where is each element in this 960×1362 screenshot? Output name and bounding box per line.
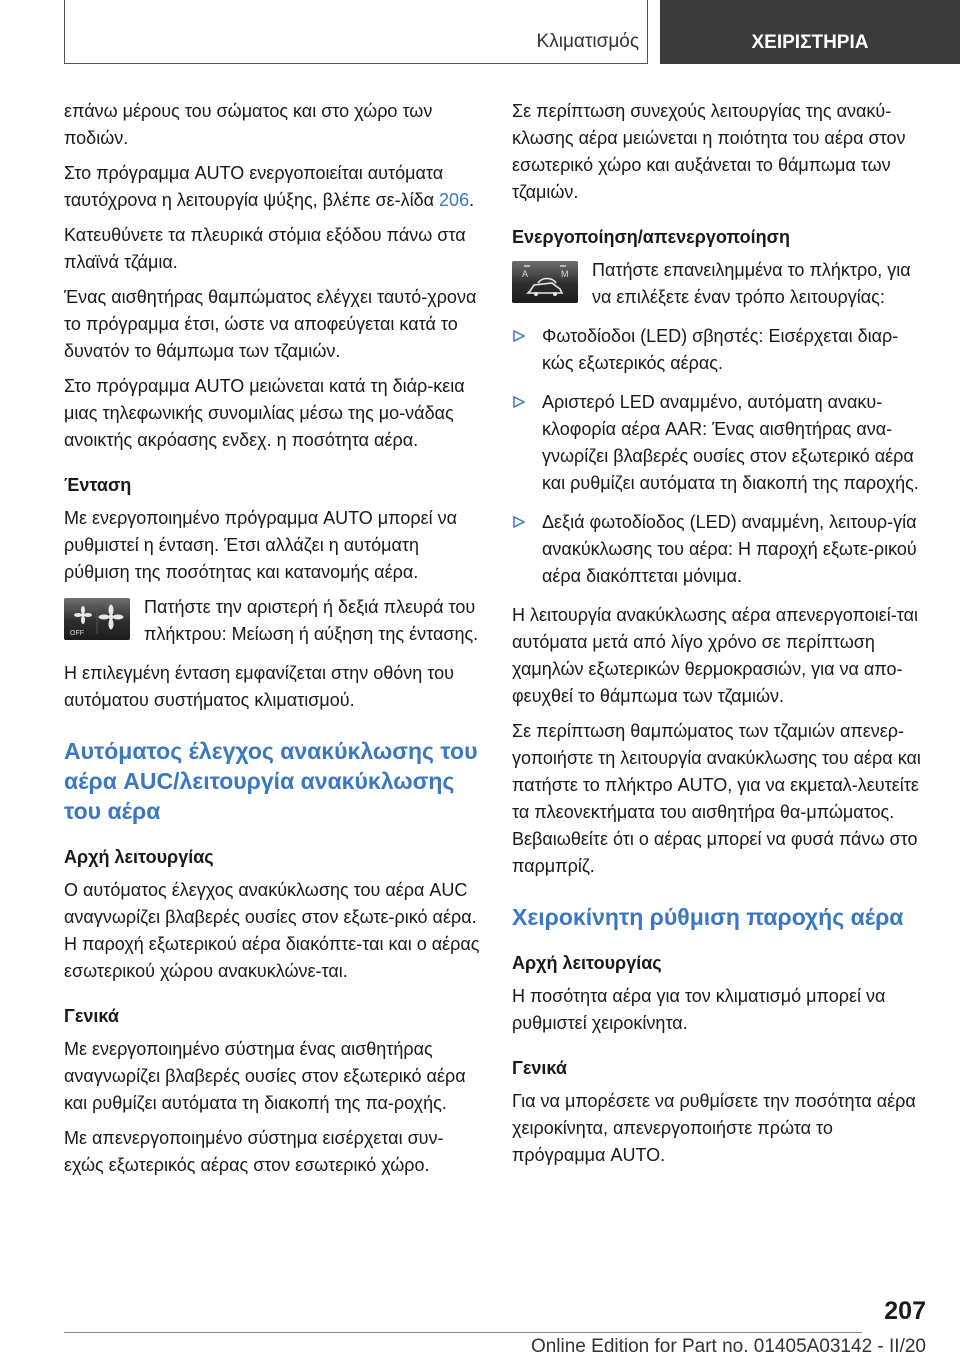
subheading-general: Γενικά bbox=[64, 1006, 119, 1026]
paragraph: Ένας αισθητήρας θαμπώματος ελέγχει ταυτό‐χρονα το πρόγραμμα έτσι, ώστε να αποφεύγεται κατά το δυνατόν το θάμπωμα των τζαμιών. bbox=[64, 287, 477, 361]
paragraph: Για να μπορέσετε να ρυθμίσετε την ποσότητα αέρα χειροκίνητα, απενεργοποιήστε πρώτα το πρόγραμμα AUTO. bbox=[512, 1091, 916, 1165]
subheading-principle: Αρχή λειτουργίας bbox=[512, 953, 662, 973]
triangle-bullet-icon bbox=[512, 515, 526, 529]
subheading-toggle: Ενεργοποίηση/απενεργοποίηση bbox=[512, 227, 790, 247]
recirculation-button-icon bbox=[512, 261, 578, 303]
paragraph: Σε περίπτωση θαμπώματος των τζαμιών απενερ‐γοποιήστε τη λειτουργία ανακύκλωσης του αέρα και πατήστε το πλήκτρο AUTO, για να εκμεταλ‐λευτείτε τα πλεονεκτήματα του αισθητήρα θα‐μπώματος. Βεβαιωθείτε ότι ο αέρας μπορεί να φυσά πάνω στο παρμπρίζ. bbox=[512, 721, 921, 876]
paragraph: Η ποσότητα αέρα για τον κλιματισμό μπορεί να ρυθμιστεί χειροκίνητα. bbox=[512, 986, 886, 1033]
paragraph: Η λειτουργία ανακύκλωσης αέρα απενεργοποιεί‐ται αυτόματα μετά από λίγο χρόνο σε περίπτωση χαμηλών εξωτερικών θερμοκρασιών, για να απο‐φευχθεί το θάμπωμα των τζαμιών. bbox=[512, 605, 919, 706]
recirculation-instruction bbox=[512, 257, 926, 311]
paragraph: Σε περίπτωση συνεχούς λειτουργίας της ανακύ‐κλωσης αέρα μειώνεται η ποιότητα του αέρα στον εσωτερικό χώρο και αυξάνεται το θάμπωμα των τζαμιών. bbox=[512, 101, 906, 202]
right-column bbox=[512, 98, 926, 1177]
paragraph: Με ενεργοποιημένο σύστημα ένας αισθητήρας αναγνωρίζει βλαβερές ουσίες στον εξωτερικό αέρα και ρυθμίζει αυτόματα τη διακοπή της πα‐ροχής. bbox=[64, 1039, 466, 1113]
mode-list bbox=[512, 323, 926, 590]
subheading-general: Γενικά bbox=[512, 1058, 567, 1078]
page-number: 207 bbox=[884, 1297, 926, 1325]
triangle-bullet-icon bbox=[512, 395, 526, 409]
triangle-bullet-icon bbox=[512, 329, 526, 343]
off-label: OFF bbox=[70, 630, 84, 637]
header-box bbox=[64, 0, 648, 64]
fan-intensity-button-icon bbox=[64, 598, 130, 640]
paragraph: Ο αυτόματος έλεγχος ανακύκλωσης του αέρα AUC αναγνωρίζει βλαβερές ουσίες στον εξωτε‐ρικό αέρα. Η παροχή εξωτερικού αέρα διακόπτε‐ται και ο αέρας εσωτερικού χώρου ανακυκλώνε‐ται. bbox=[64, 880, 480, 981]
a-label: A bbox=[522, 269, 529, 279]
header-chapter-tab[interactable]: ΧΕΙΡΙΣΤΗΡΙΑ bbox=[660, 0, 960, 64]
section-heading-auc: Αυτόματος έλεγχος ανακύκλωσης του αέρα AUC/λειτουργία ανακύκλωσης του αέρα bbox=[64, 738, 478, 824]
paragraph: Στο πρόγραμμα AUTO μειώνεται κατά τη διάρ‐κεια μιας τηλεφωνικής συνομιλίας μέσω της μο‐νάδας ανοικτής ακρόασης ενδεχ. η ποσότητα αέρα. bbox=[64, 376, 465, 450]
list-item: Αριστερό LED αναμμένο, αυτόματη ανακυ‐κλοφορία αέρα AAR: Ένας αισθητήρας ανα‐γνωρίζει βλαβερές ουσίες στον εξωτερικό αέρα και ρυθμίζει αυτόματα τη διακοπή της παροχής. bbox=[512, 389, 926, 497]
edition-footer: Online Edition for Part no. 01405A03142 - II/20 bbox=[530, 1336, 926, 1357]
subheading-intensity: Ένταση bbox=[64, 475, 132, 495]
paragraph: Με ενεργοποιημένο πρόγραμμα AUTO μπορεί να ρυθμιστεί η ένταση. Έτσι αλλάζει η αυτόματη ρύθμιση της ποσότητας και κατανομής αέρα. bbox=[64, 508, 458, 582]
page-link[interactable]: 206 bbox=[439, 190, 470, 210]
intensity-instruction bbox=[64, 594, 480, 648]
paragraph: Στο πρόγραμμα AUTO ενεργοποιείται αυτόματα ταυτόχρονα η λειτουργία ψύξης, βλέπε σε‐λίδα 206. bbox=[64, 163, 475, 210]
paragraph: Κατευθύνετε τα πλευρικά στόμια εξόδου πάνω στα πλαϊνά τζάμια. bbox=[64, 225, 466, 272]
list-item: Φωτοδίοδοι (LED) σβηστές: Εισέρχεται διαρ‐κώς εξωτερικός αέρας. bbox=[512, 323, 926, 377]
paragraph: Με απενεργοποιημένο σύστημα εισέρχεται συν‐εχώς εξωτερικός αέρας στον εσωτερικό χώρο. bbox=[64, 1128, 444, 1175]
instruction-text: Πατήστε την αριστερή ή δεξιά πλευρά του πλήκτρου: Μείωση ή αύξηση της έντασης. bbox=[144, 597, 479, 644]
subheading-principle: Αρχή λειτουργίας bbox=[64, 847, 214, 867]
paragraph: Η επιλεγμένη ένταση εμφανίζεται στην οθόνη του αυτόματου συστήματος κλιματισμού. bbox=[64, 663, 454, 710]
header-section-title: Κλιματισμός bbox=[536, 31, 639, 52]
footer-divider bbox=[64, 1332, 862, 1333]
intensity-button-image bbox=[64, 598, 130, 640]
list-item: Δεξιά φωτοδίοδος (LED) αναμμένη, λειτουρ‐γία ανακύκλωσης του αέρα: Η παροχή εξωτε‐ρικού αέρα διακόπτεται μόνιμα. bbox=[512, 509, 926, 590]
left-column bbox=[64, 98, 480, 1187]
paragraph: επάνω μέρους του σώματος και στο χώρο των ποδιών. bbox=[64, 101, 433, 148]
m-label: M bbox=[561, 269, 569, 279]
section-heading-manual: Χειροκίνητη ρύθμιση παροχής αέρα bbox=[512, 904, 904, 930]
instruction-text: Πατήστε επανειλημμένα το πλήκτρο, για να επιλέξετε έναν τρόπο λειτουργίας: bbox=[592, 260, 911, 307]
recirculation-button-image bbox=[512, 261, 578, 303]
